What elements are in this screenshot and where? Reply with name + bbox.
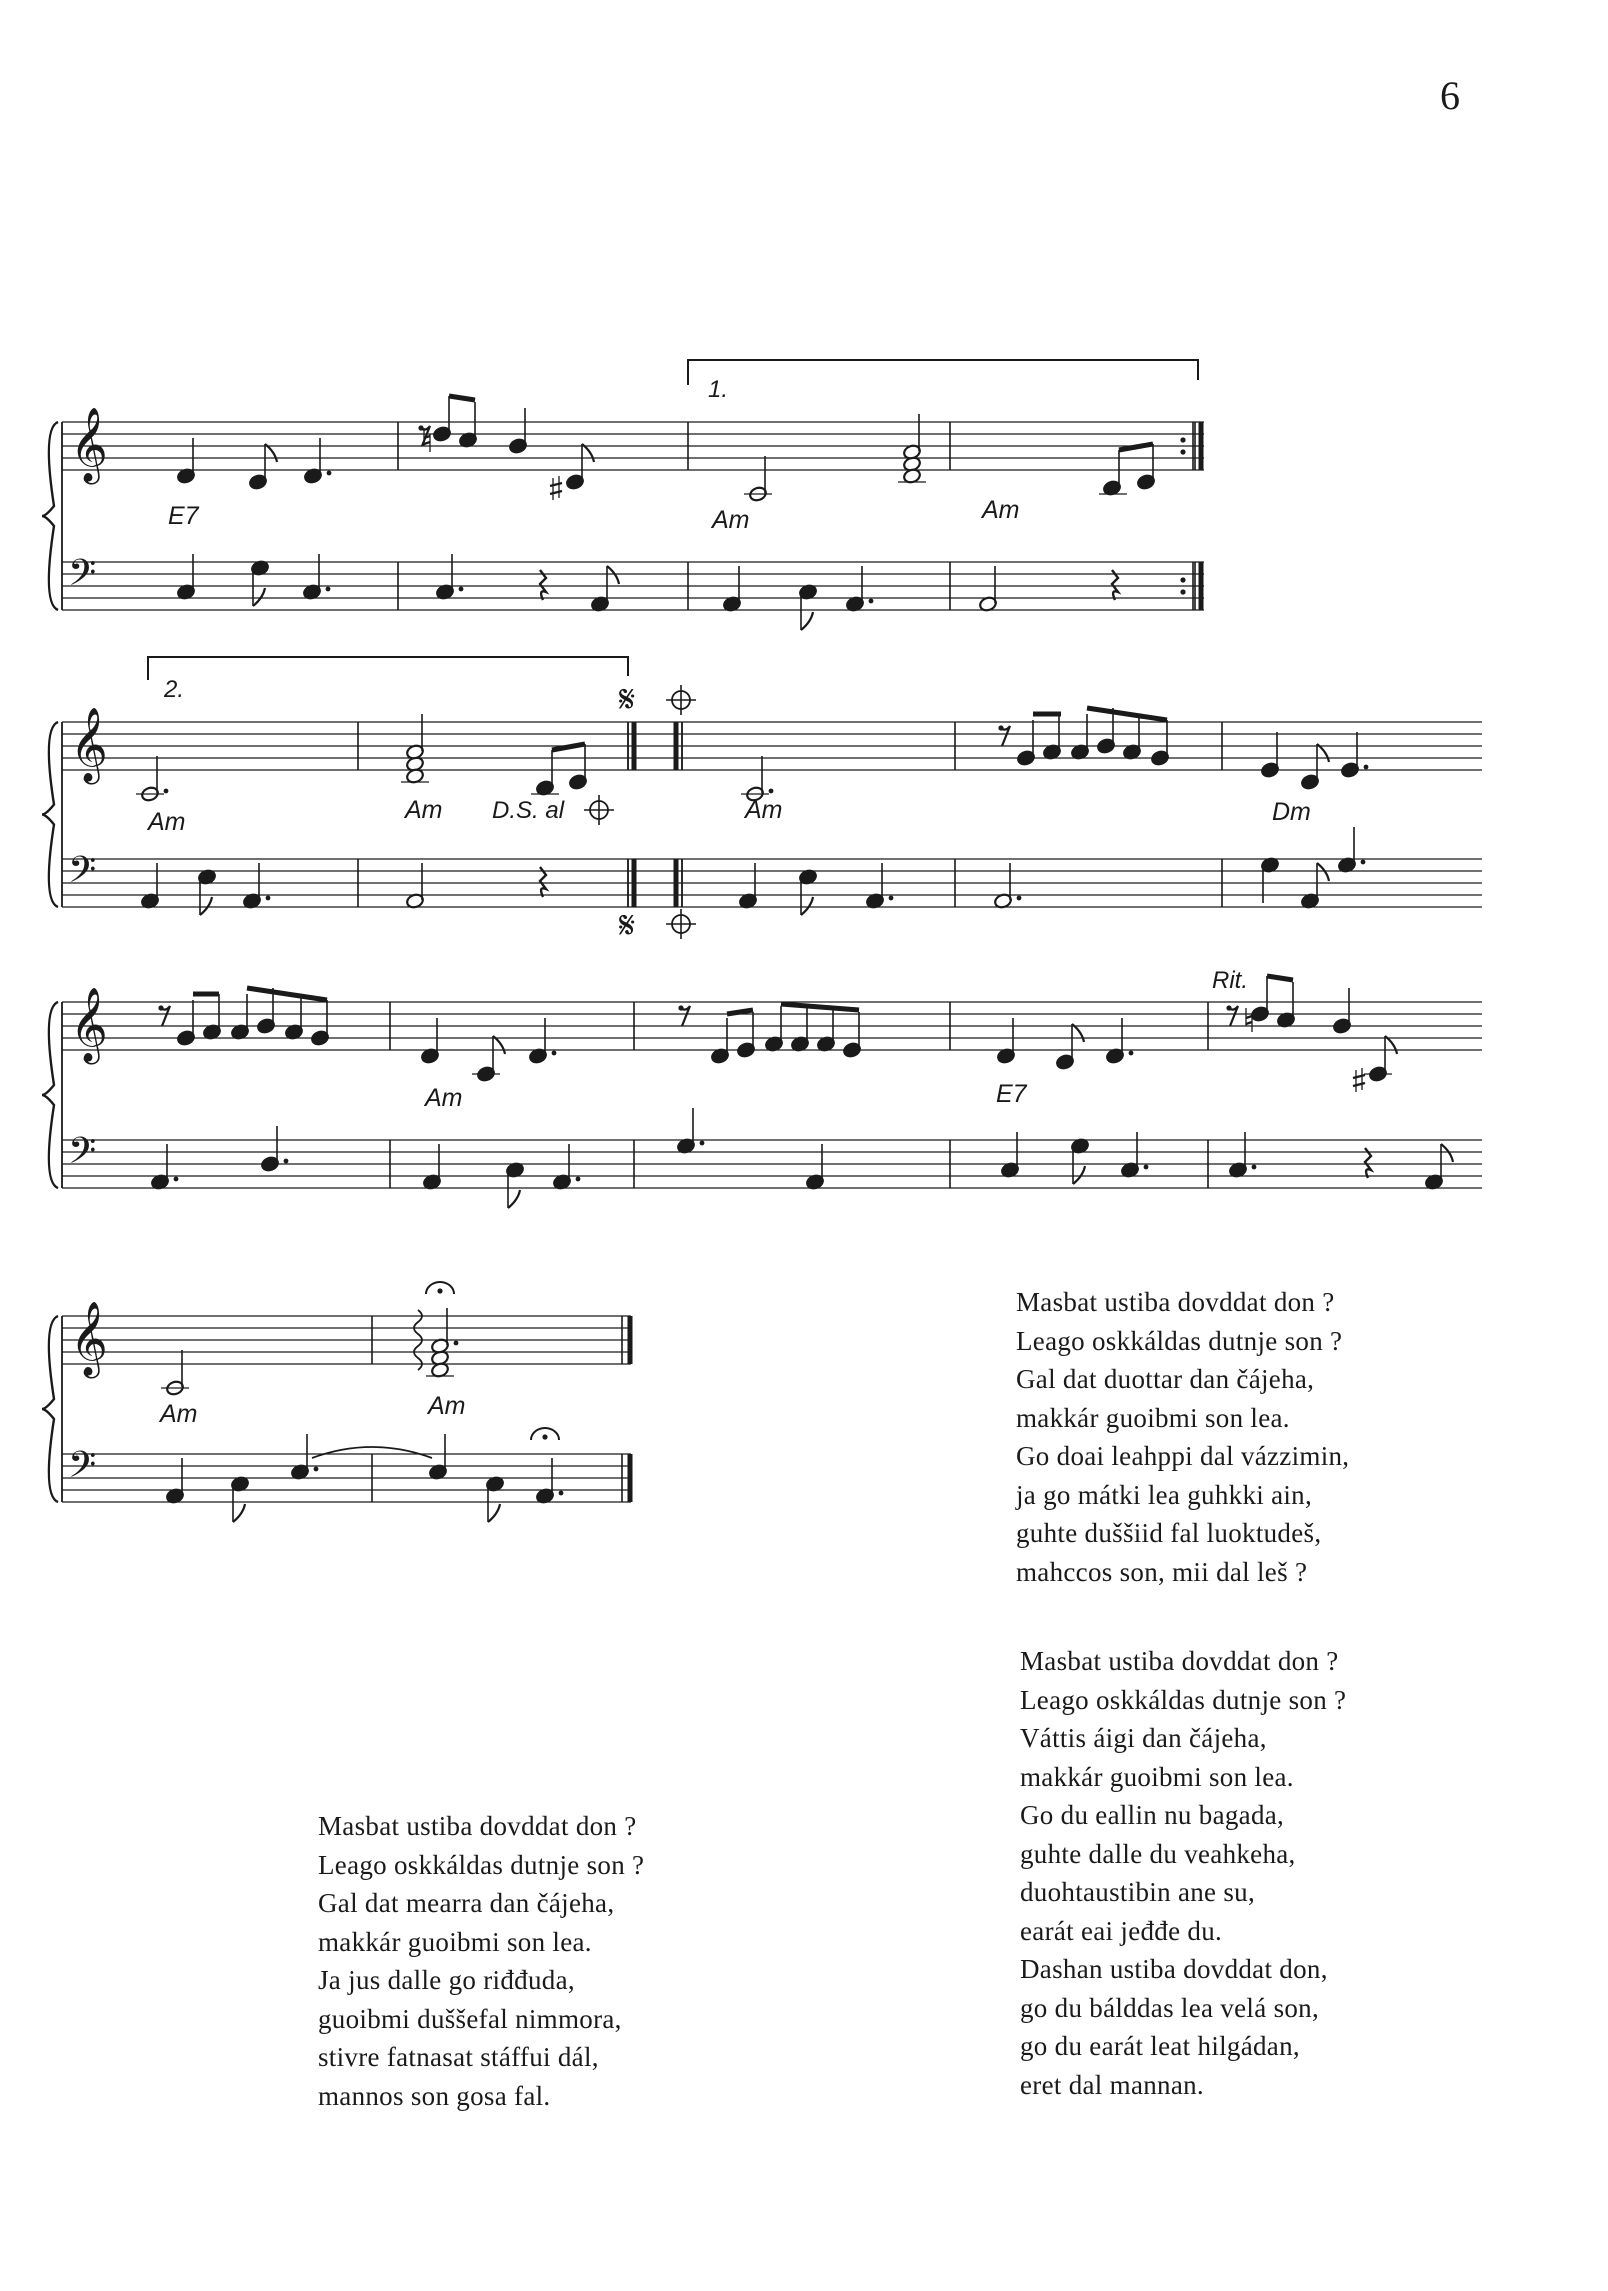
dot bbox=[326, 587, 331, 592]
treble-clef-icon: 𝄞 bbox=[70, 988, 108, 1062]
note-flag bbox=[1317, 744, 1329, 762]
dot bbox=[266, 896, 271, 901]
chord-symbol: E7 bbox=[168, 502, 199, 530]
note-flag bbox=[253, 588, 265, 606]
verse-line: Go du eallin nu bagada, bbox=[1020, 1800, 1285, 1830]
dot bbox=[552, 1051, 557, 1056]
sharp-icon bbox=[1353, 1083, 1365, 1086]
verse-line: Leago oskkáldas dutnje son ? bbox=[318, 1849, 645, 1880]
note-flag bbox=[1073, 1166, 1085, 1184]
chord-symbol: Am bbox=[160, 1400, 198, 1428]
verse-upper-right bbox=[1016, 1283, 1349, 1591]
verse-lower-right bbox=[1020, 1642, 1346, 2104]
verse-line: go du earát leat hilgádan, bbox=[1020, 2031, 1300, 2061]
verse-line: Masbat ustiba dovddat don ? bbox=[1020, 1646, 1339, 1676]
repeat-dot bbox=[1180, 437, 1185, 442]
verse-line: Go doai leahppi dal vázzimin, bbox=[1016, 1441, 1350, 1471]
volta-label-2: 2. bbox=[164, 676, 185, 703]
bass-clef-icon: 𝄢 bbox=[68, 1444, 97, 1495]
chord-symbol: Dm bbox=[1272, 798, 1311, 826]
dot bbox=[314, 1467, 319, 1472]
verse-line: mannos son gosa fal. bbox=[318, 2080, 551, 2111]
fermata-dot bbox=[437, 1288, 442, 1293]
treble-clef-icon: 𝄞 bbox=[70, 1302, 108, 1376]
note-beam bbox=[247, 988, 327, 1000]
brace bbox=[42, 722, 58, 907]
chord-symbol: Am bbox=[982, 496, 1020, 524]
note-beam bbox=[552, 744, 585, 750]
rest-dot bbox=[418, 425, 423, 430]
note-flag bbox=[1072, 1024, 1084, 1042]
dot bbox=[1129, 1051, 1134, 1056]
note-flag bbox=[200, 897, 212, 915]
rest-dot bbox=[1226, 1005, 1231, 1010]
ds-al-coda-label: D.S. al bbox=[492, 797, 565, 824]
note-beam bbox=[1087, 708, 1167, 720]
repeat-dot bbox=[1180, 449, 1185, 454]
dot bbox=[700, 1141, 705, 1146]
verse-line: Váttis áigi dan čájeha, bbox=[1020, 1723, 1267, 1753]
chord-symbol: E7 bbox=[996, 1080, 1027, 1108]
brace bbox=[42, 1002, 58, 1188]
verse-line: makkár guoibmi son lea. bbox=[1016, 1402, 1290, 1433]
dot bbox=[454, 1341, 459, 1346]
note-flag bbox=[1441, 1144, 1453, 1162]
brace bbox=[42, 1316, 58, 1502]
verse-line: guoibmi duššefal nimmora, bbox=[318, 2003, 622, 2034]
verse-line: guhte duššiid fal luoktudeš, bbox=[1016, 1518, 1322, 1548]
verse-line: Gal dat duottar dan čájeha, bbox=[1016, 1364, 1315, 1394]
bass-clef-icon: 𝄢 bbox=[68, 849, 97, 900]
chord-symbol: Am bbox=[712, 506, 750, 534]
note-beam bbox=[449, 396, 475, 400]
segno-icon: 𝄋 bbox=[618, 677, 636, 721]
note-flag bbox=[493, 1036, 505, 1054]
dot bbox=[1361, 860, 1366, 865]
verse-line: stivre fatnasat stáffui dál, bbox=[318, 2042, 599, 2072]
page-number: 6 bbox=[1440, 73, 1460, 118]
dot bbox=[576, 1177, 581, 1182]
note-flag bbox=[801, 897, 813, 915]
natural-icon bbox=[1246, 1022, 1252, 1024]
sharp-icon bbox=[550, 491, 562, 494]
volta-label-1: 1. bbox=[708, 376, 729, 403]
verse-line: go du bálddas lea velá son, bbox=[1020, 1992, 1320, 2023]
verse-line: Leago oskkáldas dutnje son ? bbox=[1020, 1684, 1347, 1715]
verse-line: Masbat ustiba dovddat don ? bbox=[318, 1811, 637, 1841]
verse-lower-left bbox=[318, 1807, 644, 2115]
chord-symbol: Am bbox=[428, 1392, 466, 1420]
brace bbox=[42, 422, 58, 610]
verse-line: makkár guoibmi son lea. bbox=[318, 1926, 592, 1957]
dot bbox=[869, 599, 874, 604]
dot bbox=[459, 587, 464, 592]
repeat-dot bbox=[1180, 589, 1185, 594]
verse-line: earát eai jeđđe du. bbox=[1020, 1915, 1223, 1946]
rest-dot bbox=[998, 725, 1003, 730]
chord-symbol: Am bbox=[425, 1084, 463, 1112]
verse-line: Dashan ustiba dovddat don, bbox=[1020, 1954, 1328, 1984]
sharp-icon bbox=[550, 483, 562, 486]
note-flag bbox=[265, 444, 277, 462]
verse-line: guhte dalle du veahkeha, bbox=[1020, 1838, 1296, 1869]
rest-dot bbox=[678, 1005, 683, 1010]
verse-line: Leago oskkáldas dutnje son ? bbox=[1016, 1325, 1343, 1356]
repeat-dot bbox=[1180, 577, 1185, 582]
note-flag bbox=[607, 566, 619, 584]
treble-clef-icon: 𝄞 bbox=[70, 708, 108, 782]
chord-symbol: Am bbox=[405, 796, 443, 824]
dot bbox=[284, 1159, 289, 1164]
dot bbox=[174, 1177, 179, 1182]
dot bbox=[164, 789, 169, 794]
note-flag bbox=[488, 1504, 500, 1522]
dot bbox=[1364, 765, 1369, 770]
note-beam bbox=[781, 1004, 859, 1010]
natural-icon bbox=[424, 442, 430, 444]
note-flag bbox=[1317, 863, 1329, 881]
bass-clef-icon: 𝄢 bbox=[68, 1130, 97, 1181]
volta-bracket-2 bbox=[148, 657, 628, 680]
segno-icon: 𝄋 bbox=[618, 903, 636, 947]
dot bbox=[769, 789, 774, 794]
note-flag bbox=[801, 612, 813, 630]
dot bbox=[327, 471, 332, 476]
volta-bracket-1 bbox=[688, 360, 1198, 385]
bass-clef-icon: 𝄢 bbox=[68, 552, 97, 603]
verse-line: mahccos son, mii dal leš ? bbox=[1016, 1556, 1308, 1587]
verse-line: Gal dat mearra dan čájeha, bbox=[318, 1888, 615, 1918]
verse-line: eret dal mannan. bbox=[1020, 2069, 1204, 2100]
treble-clef-icon: 𝄞 bbox=[70, 408, 108, 482]
note-beam bbox=[1267, 976, 1293, 980]
verse-line: duohtaustibin ane su, bbox=[1020, 1877, 1256, 1907]
note-beam bbox=[1119, 444, 1153, 450]
verse-line: ja go mátki lea guhkki ain, bbox=[1016, 1479, 1313, 1510]
dot bbox=[1252, 1165, 1257, 1170]
verse-line: Masbat ustiba dovddat don ? bbox=[1016, 1287, 1335, 1317]
dot bbox=[559, 1491, 564, 1496]
verse-line: Ja jus dalle go riđđuda, bbox=[318, 1965, 575, 1995]
dot bbox=[1017, 896, 1022, 901]
note-flag bbox=[508, 1190, 520, 1208]
score-markings bbox=[146, 360, 1311, 1440]
fermata-dot bbox=[542, 1434, 547, 1439]
note-flag bbox=[582, 444, 594, 462]
dot bbox=[889, 896, 894, 901]
note-flag bbox=[233, 1504, 245, 1522]
note-flag bbox=[1385, 1036, 1397, 1054]
sharp-icon bbox=[1353, 1075, 1365, 1078]
verse-line: makkár guoibmi son lea. bbox=[1020, 1761, 1294, 1792]
ritardando-label: Rit. bbox=[1212, 967, 1248, 994]
dot bbox=[1144, 1165, 1149, 1170]
chord-symbol: Am bbox=[148, 808, 186, 836]
chord-symbol: Am bbox=[745, 796, 783, 824]
rest-dot bbox=[158, 1005, 163, 1010]
natural-icon bbox=[1246, 1016, 1252, 1018]
